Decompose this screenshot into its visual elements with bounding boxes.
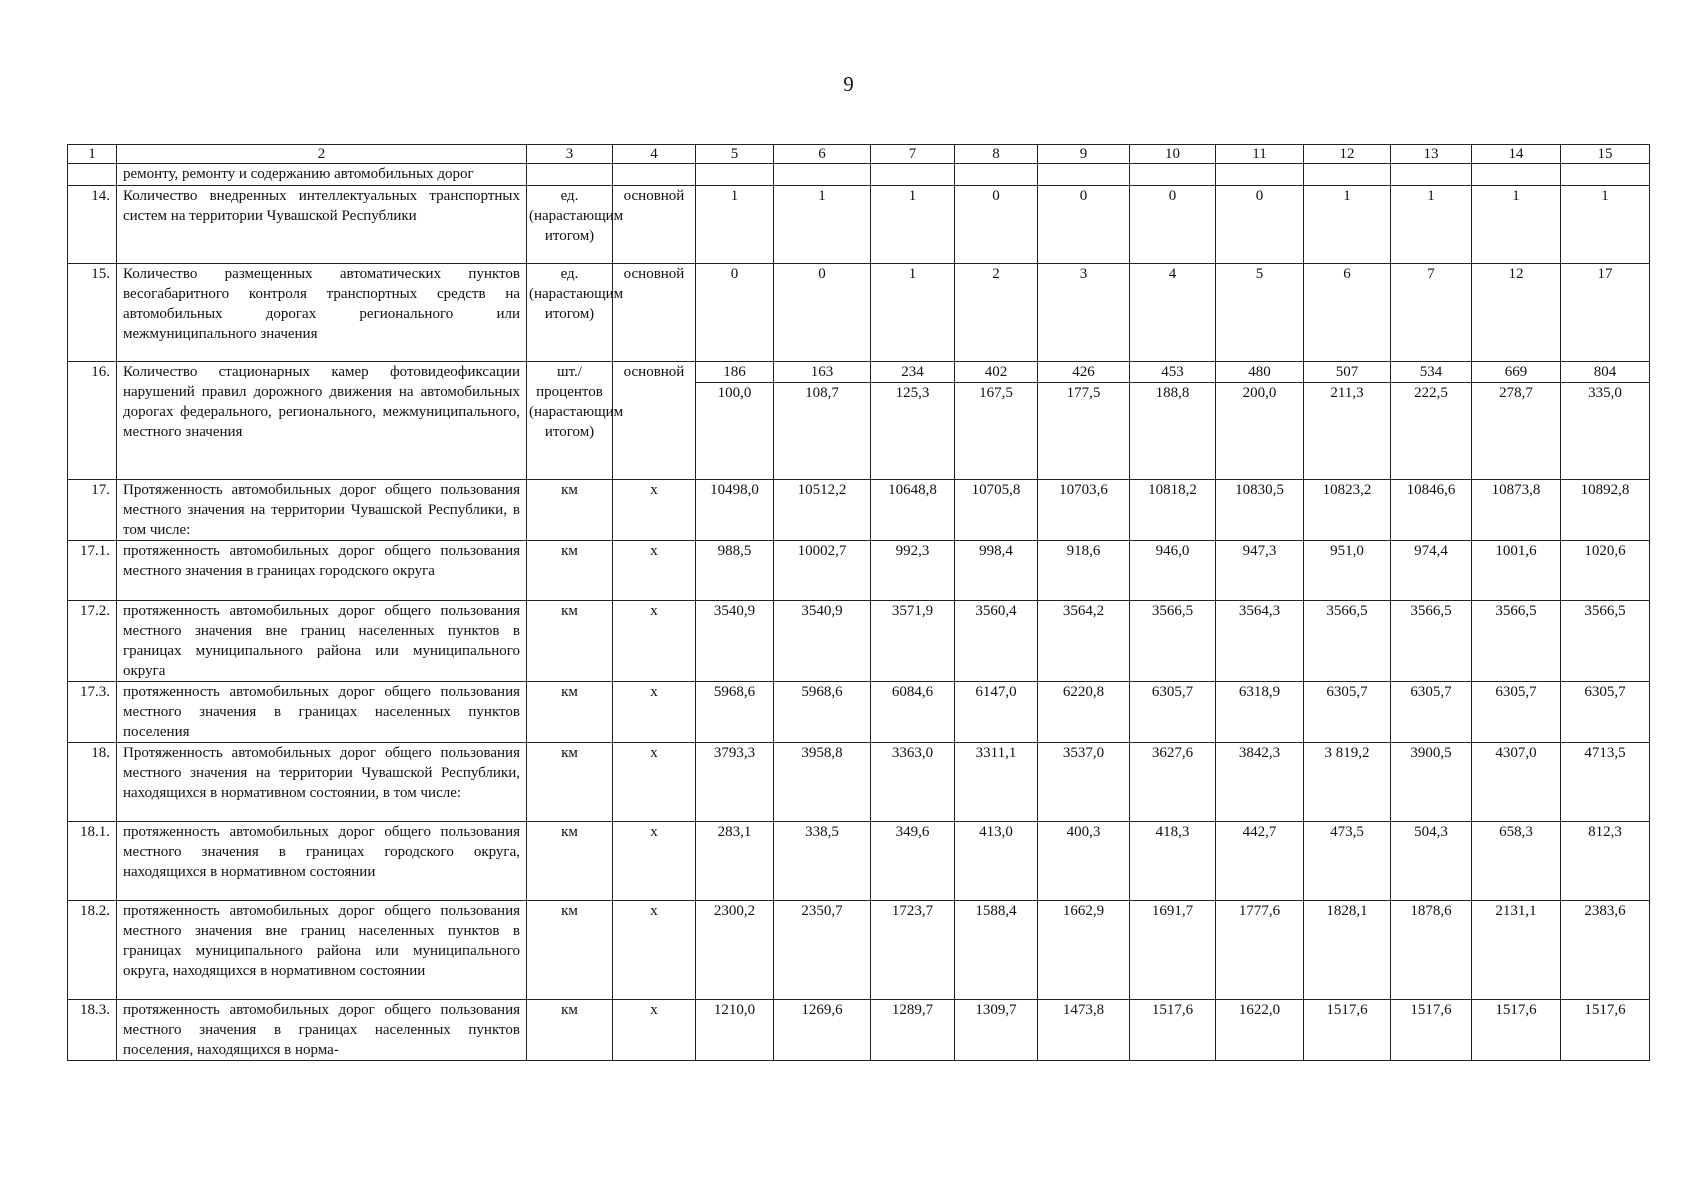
value-cell: 5 xyxy=(1216,264,1304,362)
value-cell: 12 xyxy=(1472,264,1561,362)
table-row xyxy=(68,264,1650,362)
value-cell: 2131,1 xyxy=(1472,901,1561,1000)
unit-cell: км xyxy=(527,480,613,541)
value-cell: 3566,5 xyxy=(1130,601,1216,682)
row-number: 17.3. xyxy=(68,682,117,743)
value-cell: 3958,8 xyxy=(774,743,871,822)
column-header: 3 xyxy=(527,145,613,164)
value-cell: 6 xyxy=(1304,264,1391,362)
unit-cell: км xyxy=(527,601,613,682)
value-cell: 0 xyxy=(1216,186,1304,264)
indicator-name: Количество стационарных камер фотовидеофиксации нарушений правил дорожного движения на автомобильных дорогах федерального, регионального, межмуниципального, местного значения xyxy=(117,362,527,480)
value-cell: 3571,9 xyxy=(871,601,955,682)
value-cell: 3566,5 xyxy=(1561,601,1650,682)
value-cell xyxy=(1472,362,1561,480)
value-cell xyxy=(871,164,955,186)
value-cell: 2 xyxy=(955,264,1038,362)
value-cell: 3564,3 xyxy=(1216,601,1304,682)
value-cell: 3793,3 xyxy=(696,743,774,822)
column-header-row xyxy=(68,145,1650,164)
value-count: 507 xyxy=(1304,362,1390,383)
value-cell: 1777,6 xyxy=(1216,901,1304,1000)
indicator-type: х xyxy=(613,480,696,541)
value-cell: 1289,7 xyxy=(871,1000,955,1061)
value-cell: 400,3 xyxy=(1038,822,1130,901)
value-cell xyxy=(696,362,774,480)
value-count: 534 xyxy=(1391,362,1471,383)
value-cell: 1517,6 xyxy=(1391,1000,1472,1061)
value-cell: 3627,6 xyxy=(1130,743,1216,822)
value-cell: 10705,8 xyxy=(955,480,1038,541)
value-cell: 283,1 xyxy=(696,822,774,901)
value-cell: 3560,4 xyxy=(955,601,1038,682)
value-cell: 10002,7 xyxy=(774,541,871,601)
column-header: 5 xyxy=(696,145,774,164)
indicator-type: основной xyxy=(613,264,696,362)
value-cell xyxy=(1038,164,1130,186)
table-row xyxy=(68,480,1650,541)
value-cell: 0 xyxy=(696,264,774,362)
value-cell: 349,6 xyxy=(871,822,955,901)
row-number: 16. xyxy=(68,362,117,480)
value-count: 186 xyxy=(696,362,773,383)
value-cell xyxy=(696,164,774,186)
value-cell: 918,6 xyxy=(1038,541,1130,601)
table-row xyxy=(68,901,1650,1000)
value-cell: 1517,6 xyxy=(1472,1000,1561,1061)
value-cell: 3900,5 xyxy=(1391,743,1472,822)
page-number: 9 xyxy=(843,72,854,96)
value-cell: 504,3 xyxy=(1391,822,1472,901)
value-percent: 335,0 xyxy=(1588,385,1622,401)
indicator-type: х xyxy=(613,541,696,601)
value-cell xyxy=(955,362,1038,480)
value-cell: 1878,6 xyxy=(1391,901,1472,1000)
unit-cell: км xyxy=(527,743,613,822)
value-count: 453 xyxy=(1130,362,1215,383)
unit-cell: ед. (нарастающим итогом) xyxy=(527,264,613,362)
value-cell: 1662,9 xyxy=(1038,901,1130,1000)
value-cell: 413,0 xyxy=(955,822,1038,901)
value-cell: 3537,0 xyxy=(1038,743,1130,822)
value-cell: 974,4 xyxy=(1391,541,1472,601)
value-cell: 3842,3 xyxy=(1216,743,1304,822)
value-cell: 10892,8 xyxy=(1561,480,1650,541)
value-cell: 1828,1 xyxy=(1304,901,1391,1000)
value-cell: 10818,2 xyxy=(1130,480,1216,541)
row-number: 15. xyxy=(68,264,117,362)
column-header: 11 xyxy=(1216,145,1304,164)
value-percent: 100,0 xyxy=(717,385,752,401)
value-cell: 3311,1 xyxy=(955,743,1038,822)
value-cell: 6220,8 xyxy=(1038,682,1130,743)
value-cell: 0 xyxy=(1038,186,1130,264)
value-cell: 473,5 xyxy=(1304,822,1391,901)
value-cell: 1622,0 xyxy=(1216,1000,1304,1061)
unit-cell: км xyxy=(527,682,613,743)
value-cell: 1 xyxy=(696,186,774,264)
value-cell: 10873,8 xyxy=(1472,480,1561,541)
value-cell: 6305,7 xyxy=(1304,682,1391,743)
table-row xyxy=(68,541,1650,601)
value-cell: 10648,8 xyxy=(871,480,955,541)
value-cell: 1 xyxy=(774,186,871,264)
value-percent: 222,5 xyxy=(1414,385,1448,401)
value-cell: 6305,7 xyxy=(1391,682,1472,743)
value-cell: 3566,5 xyxy=(1304,601,1391,682)
value-cell: 1 xyxy=(1472,186,1561,264)
value-cell xyxy=(1304,362,1391,480)
value-cell xyxy=(1561,362,1650,480)
value-cell: 442,7 xyxy=(1216,822,1304,901)
value-percent: 278,7 xyxy=(1499,385,1533,401)
indicators-table xyxy=(67,144,1650,1061)
value-cell: 1517,6 xyxy=(1561,1000,1650,1061)
value-cell: 6305,7 xyxy=(1561,682,1650,743)
value-count: 402 xyxy=(955,362,1037,383)
indicator-name: протяженность автомобильных дорог общего пользования местного значения вне границ населенных пунктов в границах муниципального района или муниципального округа, находящихся в нормативном состоянии xyxy=(117,901,527,1000)
value-cell: 947,3 xyxy=(1216,541,1304,601)
value-cell: 418,3 xyxy=(1130,822,1216,901)
value-cell: 6305,7 xyxy=(1130,682,1216,743)
value-cell xyxy=(1130,164,1216,186)
column-header: 6 xyxy=(774,145,871,164)
value-percent: 108,7 xyxy=(805,385,839,401)
column-header: 12 xyxy=(1304,145,1391,164)
value-percent: 125,3 xyxy=(895,385,930,401)
value-cell: 7 xyxy=(1391,264,1472,362)
value-cell: 1020,6 xyxy=(1561,541,1650,601)
value-cell: 4713,5 xyxy=(1561,743,1650,822)
indicator-name: протяженность автомобильных дорог общего пользования местного значения в границах городского округа xyxy=(117,541,527,601)
value-cell: 3363,0 xyxy=(871,743,955,822)
row-number xyxy=(68,164,117,186)
value-cell: 1473,8 xyxy=(1038,1000,1130,1061)
value-cell xyxy=(1391,362,1472,480)
indicator-type: х xyxy=(613,822,696,901)
row-number: 17. xyxy=(68,480,117,541)
value-cell: 3540,9 xyxy=(696,601,774,682)
value-cell: 6084,6 xyxy=(871,682,955,743)
indicator-type: основной xyxy=(613,186,696,264)
value-count: 426 xyxy=(1038,362,1129,383)
value-cell: 3540,9 xyxy=(774,601,871,682)
column-header: 10 xyxy=(1130,145,1216,164)
value-cell: 10830,5 xyxy=(1216,480,1304,541)
table-row xyxy=(68,186,1650,264)
row-number: 18.3. xyxy=(68,1000,117,1061)
value-cell: 10846,6 xyxy=(1391,480,1472,541)
value-cell xyxy=(1216,362,1304,480)
value-count: 163 xyxy=(774,362,870,383)
unit-cell xyxy=(527,164,613,186)
value-cell: 1210,0 xyxy=(696,1000,774,1061)
indicator-name: протяженность автомобильных дорог общего пользования местного значения вне границ населенных пунктов в границах муниципального района или муниципального округа xyxy=(117,601,527,682)
value-cell: 1269,6 xyxy=(774,1000,871,1061)
value-cell: 988,5 xyxy=(696,541,774,601)
value-count: 669 xyxy=(1472,362,1560,383)
indicator-type: х xyxy=(613,901,696,1000)
value-cell: 2300,2 xyxy=(696,901,774,1000)
indicator-name: протяженность автомобильных дорог общего пользования местного значения в границах населенных пунктов поселения, находящихся в норма- xyxy=(117,1000,527,1061)
value-cell xyxy=(774,362,871,480)
value-cell: 1 xyxy=(871,186,955,264)
row-number: 17.1. xyxy=(68,541,117,601)
row-number: 18.1. xyxy=(68,822,117,901)
table-row xyxy=(68,601,1650,682)
indicator-type xyxy=(613,164,696,186)
value-cell: 0 xyxy=(774,264,871,362)
unit-cell: км xyxy=(527,541,613,601)
value-cell: 812,3 xyxy=(1561,822,1650,901)
indicator-type: х xyxy=(613,1000,696,1061)
value-cell: 1309,7 xyxy=(955,1000,1038,1061)
value-cell: 3566,5 xyxy=(1391,601,1472,682)
value-cell: 2350,7 xyxy=(774,901,871,1000)
value-count: 480 xyxy=(1216,362,1303,383)
value-cell: 6147,0 xyxy=(955,682,1038,743)
value-cell xyxy=(871,362,955,480)
value-cell: 0 xyxy=(955,186,1038,264)
unit-cell: км xyxy=(527,901,613,1000)
value-cell: 5968,6 xyxy=(774,682,871,743)
value-cell: 992,3 xyxy=(871,541,955,601)
row-number: 18. xyxy=(68,743,117,822)
value-cell xyxy=(1216,164,1304,186)
table-row xyxy=(68,1000,1650,1061)
value-cell: 10823,2 xyxy=(1304,480,1391,541)
value-cell: 1691,7 xyxy=(1130,901,1216,1000)
column-header: 14 xyxy=(1472,145,1561,164)
value-cell: 1588,4 xyxy=(955,901,1038,1000)
column-header: 8 xyxy=(955,145,1038,164)
value-cell: 1 xyxy=(1304,186,1391,264)
value-cell: 0 xyxy=(1130,186,1216,264)
value-cell: 1001,6 xyxy=(1472,541,1561,601)
table-row xyxy=(68,682,1650,743)
value-cell: 1723,7 xyxy=(871,901,955,1000)
column-header: 15 xyxy=(1561,145,1650,164)
value-cell: 6318,9 xyxy=(1216,682,1304,743)
column-header: 1 xyxy=(68,145,117,164)
value-cell: 338,5 xyxy=(774,822,871,901)
value-percent: 167,5 xyxy=(979,385,1013,401)
value-cell: 10703,6 xyxy=(1038,480,1130,541)
value-cell: 1 xyxy=(1561,186,1650,264)
value-cell xyxy=(774,164,871,186)
unit-cell: шт./ процентов (нарастающим итогом) xyxy=(527,362,613,480)
column-header: 2 xyxy=(117,145,527,164)
value-cell: 998,4 xyxy=(955,541,1038,601)
value-cell: 1517,6 xyxy=(1304,1000,1391,1061)
value-percent: 177,5 xyxy=(1066,385,1101,401)
value-cell xyxy=(1472,164,1561,186)
value-cell xyxy=(1038,362,1130,480)
column-header: 13 xyxy=(1391,145,1472,164)
value-cell: 10498,0 xyxy=(696,480,774,541)
value-percent: 211,3 xyxy=(1330,385,1364,401)
value-cell: 3 819,2 xyxy=(1304,743,1391,822)
value-count: 234 xyxy=(871,362,954,383)
value-cell: 17 xyxy=(1561,264,1650,362)
value-cell xyxy=(1130,362,1216,480)
value-cell: 658,3 xyxy=(1472,822,1561,901)
unit-cell: км xyxy=(527,822,613,901)
value-percent: 200,0 xyxy=(1242,385,1277,401)
indicator-name: протяженность автомобильных дорог общего пользования местного значения в границах городского округа, находящихся в нормативном состоянии xyxy=(117,822,527,901)
indicator-name: Протяженность автомобильных дорог общего пользования местного значения на территории Чувашской Республики, в том числе: xyxy=(117,480,527,541)
table-row xyxy=(68,362,1650,480)
value-cell: 4307,0 xyxy=(1472,743,1561,822)
value-cell: 2383,6 xyxy=(1561,901,1650,1000)
table-body xyxy=(68,145,1650,1061)
unit-cell: ед. (нарастающим итогом) xyxy=(527,186,613,264)
table-row xyxy=(68,822,1650,901)
value-cell: 5968,6 xyxy=(696,682,774,743)
value-count: 804 xyxy=(1561,362,1649,383)
value-cell: 1 xyxy=(871,264,955,362)
value-cell xyxy=(955,164,1038,186)
value-cell: 6305,7 xyxy=(1472,682,1561,743)
table-row xyxy=(68,743,1650,822)
value-cell: 1517,6 xyxy=(1130,1000,1216,1061)
value-cell: 1 xyxy=(1391,186,1472,264)
indicator-name: ремонту, ремонту и содержанию автомобильных дорог xyxy=(117,164,527,186)
column-header: 4 xyxy=(613,145,696,164)
value-cell: 3 xyxy=(1038,264,1130,362)
column-header: 7 xyxy=(871,145,955,164)
value-cell: 10512,2 xyxy=(774,480,871,541)
row-number: 17.2. xyxy=(68,601,117,682)
value-percent: 188,8 xyxy=(1155,385,1190,401)
value-cell: 3564,2 xyxy=(1038,601,1130,682)
indicator-name: протяженность автомобильных дорог общего пользования местного значения в границах населенных пунктов поселения xyxy=(117,682,527,743)
indicator-name: Количество размещенных автоматических пунктов весогабаритного контроля транспортных средств на автомобильных дорогах регионального или межмуниципального значения xyxy=(117,264,527,362)
indicator-type: основной xyxy=(613,362,696,480)
value-cell: 946,0 xyxy=(1130,541,1216,601)
indicator-type: х xyxy=(613,743,696,822)
value-cell xyxy=(1304,164,1391,186)
indicator-type: х xyxy=(613,601,696,682)
value-cell: 3566,5 xyxy=(1472,601,1561,682)
indicator-type: х xyxy=(613,682,696,743)
indicator-name: Протяженность автомобильных дорог общего пользования местного значения на территории Чувашской Республики, находящихся в нормативном состоянии, в том числе: xyxy=(117,743,527,822)
value-cell: 4 xyxy=(1130,264,1216,362)
row-number: 18.2. xyxy=(68,901,117,1000)
column-header: 9 xyxy=(1038,145,1130,164)
value-cell xyxy=(1561,164,1650,186)
row-number: 14. xyxy=(68,186,117,264)
table-row xyxy=(68,164,1650,186)
value-cell xyxy=(1391,164,1472,186)
value-cell: 951,0 xyxy=(1304,541,1391,601)
unit-cell: км xyxy=(527,1000,613,1061)
indicator-name: Количество внедренных интеллектуальных транспортных систем на территории Чувашской Республики xyxy=(117,186,527,264)
